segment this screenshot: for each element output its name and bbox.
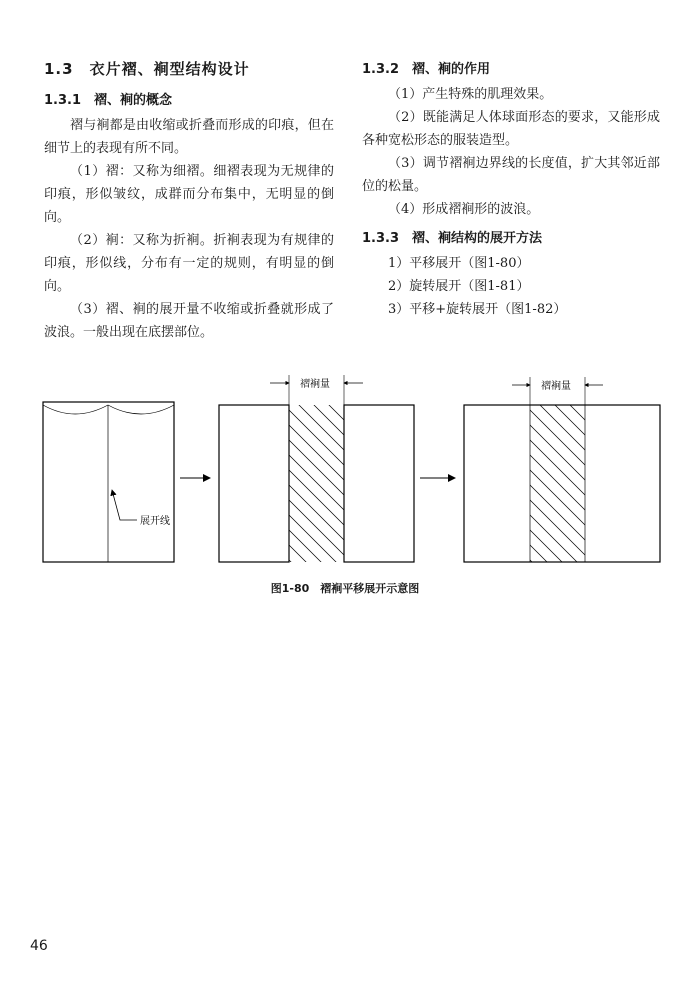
function-item-1: （1）产生特殊的肌理效果。 — [388, 87, 553, 102]
paragraph-intro: 褶与裥都是由收缩或折叠而形成的印痕，但在细节上的表现有所不同。 — [44, 118, 334, 156]
paragraph-flare: （3）褶、裥的展开量不收缩或折叠就形成了波浪。一般出现在底摆部位。 — [44, 302, 334, 340]
subsection-title-concept: 1.3.1 褶、裥的概念 — [44, 93, 173, 108]
pleat-hatch-2 — [510, 365, 605, 575]
spread-piece — [219, 365, 414, 575]
section-title: 1.3 衣片褶、裥型结构设计 — [44, 60, 250, 78]
result-piece — [464, 365, 660, 575]
original-piece — [43, 402, 174, 562]
pleat-amount-label-2: 褶裥量 — [541, 381, 571, 392]
pleat-amount-label-1: 褶裥量 — [300, 379, 330, 390]
subsection-title-method: 1.3.3 褶、裥结构的展开方法 — [362, 231, 543, 246]
spread-line-pointer — [112, 490, 137, 520]
function-item-3: （3）调节褶裥边界线的长度值，扩大其邻近部位的松量。 — [362, 156, 660, 194]
right-column — [362, 58, 660, 321]
left-column — [44, 58, 334, 344]
method-item-2: 2）旋转展开（图1-81） — [388, 279, 530, 294]
pleat-spread-diagram — [0, 365, 690, 575]
page-number: 46 — [30, 938, 48, 954]
function-item-4: （4）形成褶裥形的波浪。 — [388, 202, 540, 217]
paragraph-pleat: （2）裥：又称为折裥。折裥表现为有规律的印痕，形似线，分布有一定的规则，有明显的倒向。 — [44, 233, 334, 294]
method-item-3: 3）平移+旋转展开（图1-82） — [388, 302, 567, 317]
function-item-2: （2）既能满足人体球面形态的要求，又能形成各种宽松形态的服装造型。 — [362, 110, 660, 148]
subsection-title-function: 1.3.2 褶、裥的作用 — [362, 62, 491, 77]
paragraph-gather: （1）褶：又称为细褶。细褶表现为无规律的印痕，形似皱纹，成群而分布集中，无明显的倒向。 — [44, 164, 334, 225]
figure-caption: 图1-80 褶裥平移展开示意图 — [270, 582, 420, 595]
spread-line-label: 展开线 — [140, 516, 170, 527]
method-item-1: 1）平移展开（图1-80） — [388, 256, 530, 271]
pleat-hatch-1 — [269, 365, 364, 575]
